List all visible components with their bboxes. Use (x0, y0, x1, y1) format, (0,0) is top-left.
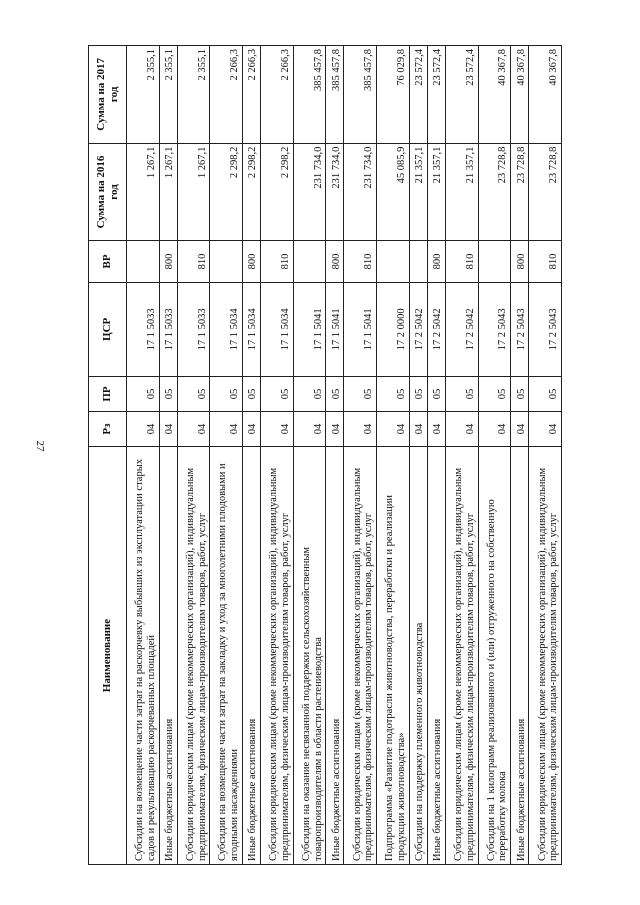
rotated-table-wrapper (88, 45, 562, 865)
cell-rz: 04 (377, 412, 410, 447)
table-header-row (89, 46, 127, 865)
cell-vr: 800 (427, 241, 445, 282)
cell-rz: 04 (210, 412, 243, 447)
cell-sum-2016: 23 728,8 (529, 143, 562, 241)
cell-sum-2017: 385 457,8 (326, 46, 344, 144)
table-row (293, 46, 326, 865)
cell-csr: 17 1 5041 (293, 282, 326, 376)
cell-rz: 04 (529, 412, 562, 447)
header-sum-2017: Сумма на 2017 год (89, 46, 127, 144)
cell-rz: 04 (409, 412, 427, 447)
cell-csr: 17 2 0000 (377, 282, 410, 376)
cell-csr: 17 1 5033 (177, 282, 210, 376)
cell-pr: 05 (210, 377, 243, 412)
cell-rz: 04 (326, 412, 344, 447)
cell-sum-2017: 40 367,8 (511, 46, 529, 144)
table-row (511, 46, 529, 865)
cell-sum-2016: 23 728,8 (511, 143, 529, 241)
cell-vr (377, 241, 410, 282)
cell-rz: 04 (511, 412, 529, 447)
cell-pr: 05 (511, 377, 529, 412)
cell-rz: 04 (293, 412, 326, 447)
cell-name: Субсидии на поддержку племенного животноводства (409, 447, 427, 865)
cell-rz: 04 (127, 412, 160, 447)
cell-csr: 17 2 5043 (478, 282, 511, 376)
cell-vr: 810 (344, 241, 377, 282)
cell-sum-2017: 40 367,8 (529, 46, 562, 144)
cell-vr (478, 241, 511, 282)
cell-pr: 05 (377, 377, 410, 412)
cell-vr (127, 241, 160, 282)
cell-sum-2016: 1 267,1 (127, 143, 160, 241)
cell-rz: 04 (159, 412, 177, 447)
cell-pr: 05 (445, 377, 478, 412)
cell-rz: 04 (177, 412, 210, 447)
cell-sum-2016: 1 267,1 (177, 143, 210, 241)
cell-csr: 17 1 5034 (261, 282, 294, 376)
cell-pr: 05 (177, 377, 210, 412)
cell-sum-2017: 76 029,8 (377, 46, 410, 144)
cell-name: Субсидии юридическим лицам (кроме некоммерческих организаций), индивидуальным предпринимателям, физическим лицам-производителям товаров, работ, услуг (177, 447, 210, 865)
table-row (242, 46, 260, 865)
cell-name: Подпрограмма «Развитие подотрасли животноводства, переработки и реализации продукции животноводства» (377, 447, 410, 865)
cell-vr (210, 241, 243, 282)
cell-sum-2016: 21 357,1 (445, 143, 478, 241)
cell-pr: 05 (326, 377, 344, 412)
cell-sum-2017: 2 266,3 (242, 46, 260, 144)
cell-vr (409, 241, 427, 282)
header-rz: Рз (89, 412, 127, 447)
cell-sum-2017: 2 355,1 (177, 46, 210, 144)
cell-csr: 17 2 5043 (529, 282, 562, 376)
cell-sum-2017: 385 457,8 (293, 46, 326, 144)
cell-sum-2017: 2 355,1 (159, 46, 177, 144)
cell-pr: 05 (409, 377, 427, 412)
cell-pr: 05 (159, 377, 177, 412)
cell-sum-2017: 2 266,3 (261, 46, 294, 144)
table-row (427, 46, 445, 865)
cell-sum-2017: 40 367,8 (478, 46, 511, 144)
cell-csr: 17 1 5033 (159, 282, 177, 376)
cell-sum-2017: 2 266,3 (210, 46, 243, 144)
cell-name: Субсидии юридическим лицам (кроме некоммерческих организаций), индивидуальным предпринимателям, физическим лицам-производителям товаров, работ, услуг (529, 447, 562, 865)
cell-name: Иные бюджетные ассигнования (242, 447, 260, 865)
cell-pr: 05 (427, 377, 445, 412)
cell-vr: 800 (242, 241, 260, 282)
page-number: 27 (34, 440, 46, 452)
cell-rz: 04 (344, 412, 377, 447)
cell-csr: 17 2 5043 (511, 282, 529, 376)
cell-name: Субсидии юридическим лицам (кроме некоммерческих организаций), индивидуальным предпринимателям, физическим лицам-производителям товаров, работ, услуг (344, 447, 377, 865)
cell-sum-2016: 231 734,0 (326, 143, 344, 241)
cell-rz: 04 (261, 412, 294, 447)
cell-name: Субсидии юридическим лицам (кроме некоммерческих организаций), индивидуальным предпринимателям, физическим лицам-производителям товаров, работ, услуг (261, 447, 294, 865)
cell-vr: 800 (159, 241, 177, 282)
cell-sum-2016: 45 085,9 (377, 143, 410, 241)
header-pr: ПР (89, 377, 127, 412)
cell-name: Субсидии на 1 килограмм реализованного и (или) отгруженного на собственную переработку молока (478, 447, 511, 865)
cell-csr: 17 1 5041 (326, 282, 344, 376)
cell-sum-2016: 231 734,0 (293, 143, 326, 241)
cell-rz: 04 (242, 412, 260, 447)
cell-name: Субсидии на оказание несвязанной поддержки сельскохозяйственным товаропроизводителям в области растениеводства (293, 447, 326, 865)
cell-rz: 04 (478, 412, 511, 447)
table-row (127, 46, 160, 865)
cell-csr: 17 1 5034 (210, 282, 243, 376)
header-sum-2016: Сумма на 2016 год (89, 143, 127, 241)
table-row (177, 46, 210, 865)
header-name: Наименование (89, 447, 127, 865)
table-row (326, 46, 344, 865)
table-row (210, 46, 243, 865)
cell-sum-2016: 21 357,1 (409, 143, 427, 241)
cell-sum-2017: 23 572,4 (409, 46, 427, 144)
table-row (344, 46, 377, 865)
cell-name: Субсидии на возмещение части затрат на закладку и уход за многолетними плодовыми и ягодными насаждениями (210, 447, 243, 865)
cell-name: Иные бюджетные ассигнования (326, 447, 344, 865)
cell-pr: 05 (478, 377, 511, 412)
cell-vr: 810 (445, 241, 478, 282)
cell-sum-2016: 231 734,0 (344, 143, 377, 241)
cell-vr: 810 (177, 241, 210, 282)
cell-pr: 05 (127, 377, 160, 412)
table-row (377, 46, 410, 865)
cell-pr: 05 (344, 377, 377, 412)
cell-sum-2017: 23 572,4 (445, 46, 478, 144)
cell-csr: 17 1 5041 (344, 282, 377, 376)
cell-rz: 04 (427, 412, 445, 447)
table-row (261, 46, 294, 865)
cell-name: Иные бюджетные ассигнования (511, 447, 529, 865)
cell-name: Субсидии на возмещение части затрат на раскорчевку выбывших из эксплуатации старых садов и рекультивацию раскорчеванных площадей (127, 447, 160, 865)
table-row (529, 46, 562, 865)
cell-csr: 17 1 5034 (242, 282, 260, 376)
cell-sum-2016: 1 267,1 (159, 143, 177, 241)
cell-vr: 810 (529, 241, 562, 282)
cell-name: Иные бюджетные ассигнования (427, 447, 445, 865)
header-csr: ЦСР (89, 282, 127, 376)
cell-pr: 05 (261, 377, 294, 412)
cell-csr: 17 2 5042 (445, 282, 478, 376)
cell-sum-2016: 21 357,1 (427, 143, 445, 241)
cell-sum-2017: 23 572,4 (427, 46, 445, 144)
cell-name: Субсидии юридическим лицам (кроме некоммерческих организаций), индивидуальным предпринимателям, физическим лицам-производителям товаров, работ, услуг (445, 447, 478, 865)
table-row (445, 46, 478, 865)
cell-csr: 17 2 5042 (409, 282, 427, 376)
cell-sum-2016: 23 728,8 (478, 143, 511, 241)
cell-vr: 810 (261, 241, 294, 282)
cell-csr: 17 2 5042 (427, 282, 445, 376)
cell-pr: 05 (529, 377, 562, 412)
cell-vr: 800 (511, 241, 529, 282)
cell-pr: 05 (293, 377, 326, 412)
cell-sum-2017: 2 355,1 (127, 46, 160, 144)
cell-sum-2016: 2 298,2 (242, 143, 260, 241)
cell-vr (293, 241, 326, 282)
cell-sum-2016: 2 298,2 (210, 143, 243, 241)
cell-rz: 04 (445, 412, 478, 447)
cell-sum-2017: 385 457,8 (344, 46, 377, 144)
cell-pr: 05 (242, 377, 260, 412)
table-row (409, 46, 427, 865)
cell-sum-2016: 2 298,2 (261, 143, 294, 241)
table-row (159, 46, 177, 865)
table-body (127, 46, 562, 865)
budget-table (88, 45, 562, 865)
cell-vr: 800 (326, 241, 344, 282)
cell-csr: 17 1 5033 (127, 282, 160, 376)
table-row (478, 46, 511, 865)
cell-name: Иные бюджетные ассигнования (159, 447, 177, 865)
header-vr: ВР (89, 241, 127, 282)
